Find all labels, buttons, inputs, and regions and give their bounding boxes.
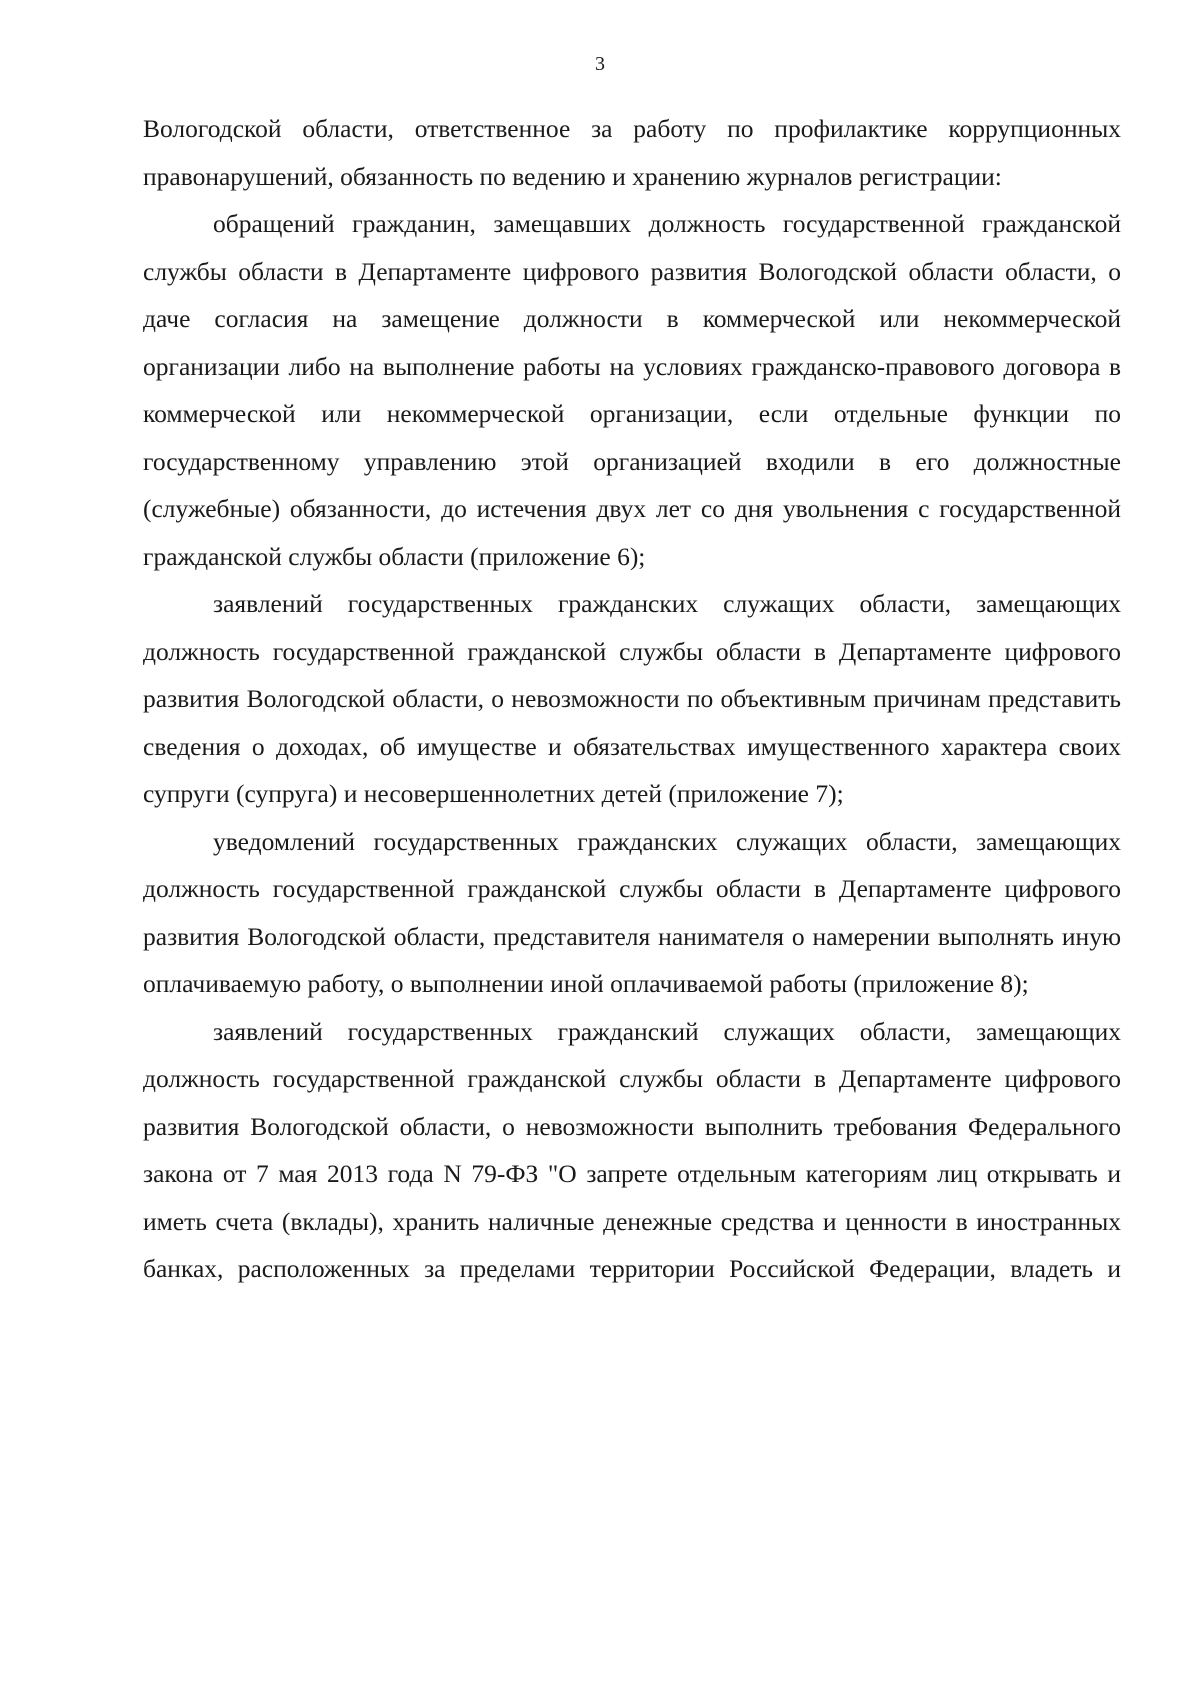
paragraph-paid-work-notices: уведомлений государственных гражданских служащих области, замещающих должность государственной гражданской службы области в Департаменте цифрового развития Вологодской области, представителя нанимателя о намерении выполнять иную оплачиваемую работу, о выполнении иной оплачиваемой работы (приложение 8); <box>143 826 1121 998</box>
paragraph-appeals: обращений гражданин, замещавших должность государственной гражданской службы области в Департаменте цифрового развития Вологодской области области, о даче согласия на замещение должности в коммерческой или некоммерческой организации либо на выполнение работы на условиях гражданско-правового договора в коммерческой или некоммерческой организации, если отдельные функции по государственному управлению этой организацией входили в его должностные (служебные) обязанности, до истечения двух лет со дня увольнения с государственной гражданской службы области (приложение 6); <box>143 209 1121 571</box>
page-number: 3 <box>595 53 605 75</box>
paragraph-foreign-accounts: заявлений государственных гражданский служащих области, замещающих должность государственной гражданской службы области в Департаменте цифрового развития Вологодской области, о невозможности выполнить требования Федерального закона от 7 мая 2013 года N 79-ФЗ "О запрете отдельным категориям лиц открывать и иметь счета (вклады), хранить наличные денежные средства и ценности в иностранных банках, расположенных за пределами территории Российской Федерации, владеть и <box>143 1016 1121 1283</box>
paragraph-continuation: Вологодской области, ответственное за работу по профилактике коррупционных правонарушений, обязанность по ведению и хранению журналов регистрации: <box>143 114 1121 191</box>
document-body <box>143 105 1121 1293</box>
paragraph-income-statements: заявлений государственных гражданских служащих области, замещающих должность государственной гражданской службы области в Департаменте цифрового развития Вологодской области, о невозможности по объективным причинам представить сведения о доходах, об имуществе и обязательствах имущественного характера своих супруги (супруга) и несовершеннолетних детей (приложение 7); <box>143 589 1121 808</box>
